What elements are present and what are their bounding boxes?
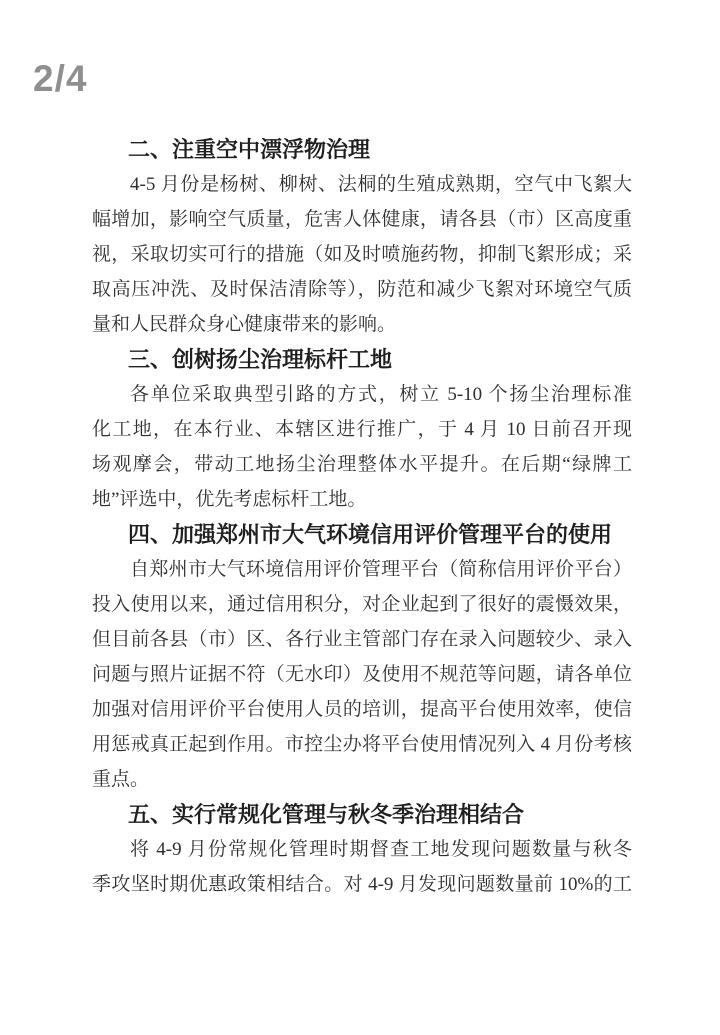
paragraph-line: 但目前各县（市）区、各行业主管部门存在录入问题较少、录入 [92,629,632,650]
paragraph-line: 重点。 [92,769,150,790]
paragraph-line: 投入使用以来，通过信用积分，对企业起到了很好的震慑效果， [92,594,632,615]
paragraph-line: 取高压冲洗、及时保洁清除等），防范和减少飞絮对环境空气质 [92,279,632,300]
paragraph-line: 场观摩会，带动工地扬尘治理整体水平提升。在后期“绿牌工 [92,454,632,475]
paragraph-line: 自郑州市大气环境信用评价管理平台（简称信用评价平台） [130,559,632,580]
paragraph-line: 将 4-9 月份常规化管理时期督查工地发现问题数量与秋冬 [130,839,632,860]
section-heading: 三、创树扬尘治理标杆工地 [128,347,393,372]
paragraph-line: 用惩戒真正起到作用。市控尘办将平台使用情况列入 4 月份考核 [92,734,632,755]
paragraph-line: 化工地，在本行业、本辖区进行推广，于 4 月 10 日前召开现 [92,419,632,440]
section-benchmark-sites [92,342,632,517]
paragraph-line: 视，采取切实可行的措施（如及时喷施药物，抑制飞絮形成；采 [92,244,632,265]
section-air-floating-matter [92,132,632,342]
paragraph-line: 加强对信用评价平台使用人员的培训，提高平台使用效率，使信 [92,699,632,720]
document-body [92,132,632,902]
section-regular-management [92,797,632,902]
paragraph-line: 季攻坚时期优惠政策相结合。对 4-9 月发现问题数量前 10%的工 [92,874,632,895]
paragraph-line: 量和人民群众身心健康带来的影响。 [92,314,397,335]
section-heading: 二、注重空中漂浮物治理 [128,137,371,162]
page-number-indicator: 2/4 [33,58,88,99]
paragraph-line: 各单位采取典型引路的方式，树立 5-10 个扬尘治理标准 [130,384,632,405]
section-credit-platform [92,517,632,797]
paragraph-line: 幅增加，影响空气质量，危害人体健康，请各县（市）区高度重 [92,209,632,230]
paragraph-line: 问题与照片证据不符（无水印）及使用不规范等问题，请各单位 [92,664,632,685]
section-heading: 四、加强郑州市大气环境信用评价管理平台的使用 [128,522,613,547]
paragraph-line: 4-5 月份是杨树、柳树、法桐的生殖成熟期，空气中飞絮大 [130,174,632,195]
paragraph-line: 地”评选中，优先考虑标杆工地。 [92,489,367,510]
section-heading: 五、实行常规化管理与秋冬季治理相结合 [128,802,525,827]
